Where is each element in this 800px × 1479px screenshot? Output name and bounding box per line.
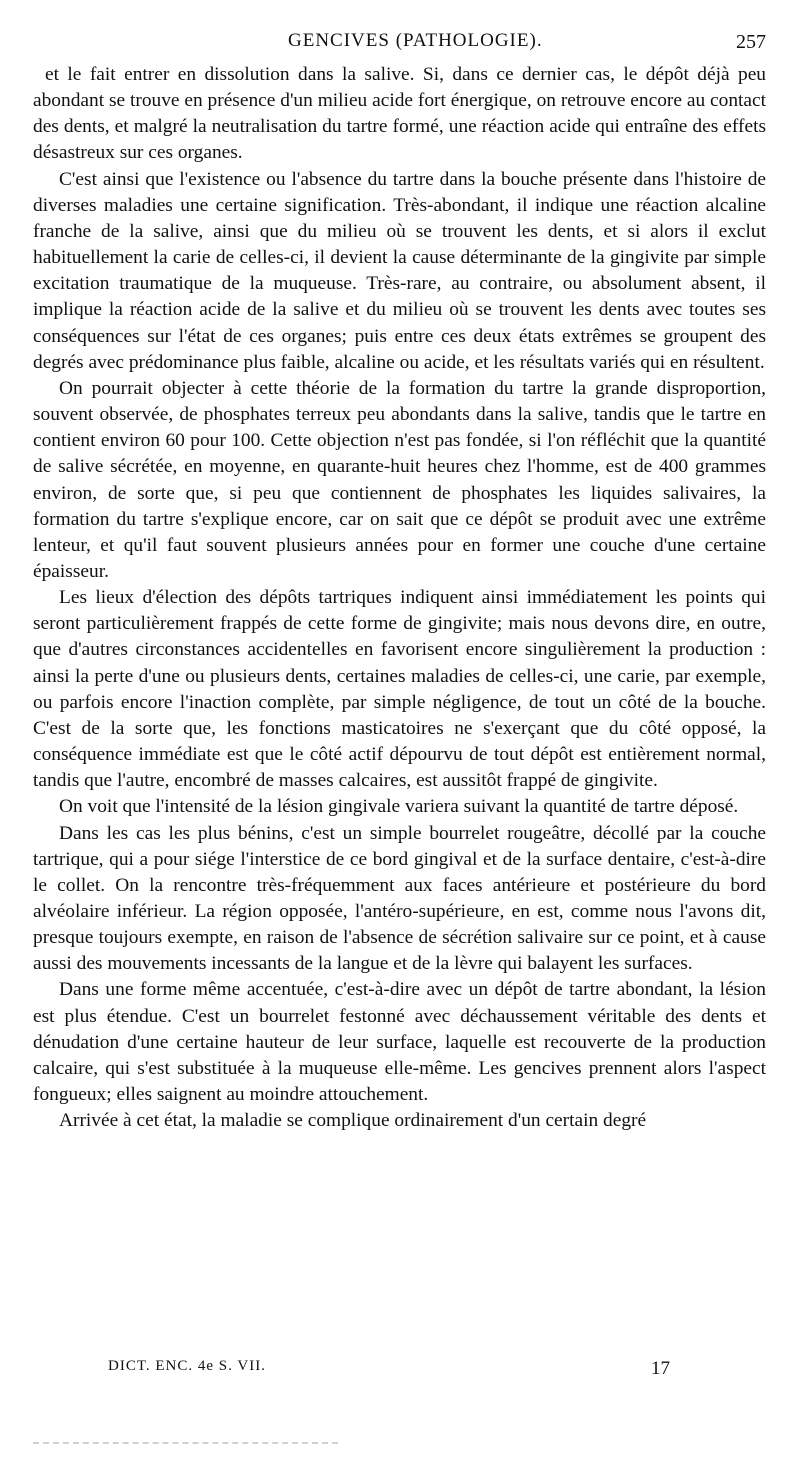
page-number: 257: [736, 31, 766, 53]
paragraph: Dans une forme même accentuée, c'est-à-dire avec un dépôt de tartre abondant, la lésion est plus étendue. C'est un bourrelet festonné avec déchaussement véritable des dents et dénudation d'une certaine hauteur de leur surface, laquelle est recouverte de la production calcaire, qui s'est substituée à la muqueuse elle-même. Les gencives prennent alors l'aspect fongueux; elles saignent au moindre attouchement.: [33, 979, 766, 1106]
paragraph: Les lieux d'élection des dépôts tartriques indiquent ainsi immédiatement les points qui seront particulièrement frappés de cette forme de gingivite; mais nous devons dire, en outre, que d'autres circonstances accidentelles en favorisent encore singulièrement la production : ainsi la perte d'une ou plusieurs dents, certaines maladies de celles-ci, une carie, par exemple, ou parfois encore l'inaction complète, par simple négligence, de tout un côté de la bouche. C'est de la sorte que, les fonctions masticatoires ne s'exerçant que du côté opposé, la conséquence immédiate est que le côté actif dépourvu de tout dépôt est entièrement normal, tandis que l'autre, encombré de masses calcaires, est aussitôt frappé de gingivite.: [33, 587, 766, 792]
printer-signature: DICT. ENC. 4e S. VII.: [108, 1358, 266, 1374]
paragraph: C'est ainsi que l'existence ou l'absence du tartre dans la bouche présente dans l'histoire de diverses maladies une certaine signification. Très-abondant, il indique une réaction alcaline franche de la salive, ainsi que du milieu où se trouvent les dents, et si alors il exclut habituellement la carie de celles-ci, il devient la cause déterminante de la gingivite par simple excitation traumatique de la muqueuse. Très-rare, au contraire, ou absolument absent, il implique la réaction acide de la salive et du milieu où se trouvent les dents avec toutes ses conséquences sur l'état de ces organes; puis entre ces deux états extrêmes se groupent des degrés avec prédominance plus faible, alcaline ou acide, et les résultats variés qui en résultent.: [33, 168, 766, 373]
paragraph: Arrivée à cet état, la maladie se complique ordinairement d'un certain degré: [59, 1110, 647, 1132]
paragraph: On pourrait objecter à cette théorie de la formation du tartre la grande disproportion, souvent observée, de phosphates terreux peu abondants dans la salive, tandis que le tartre en contient environ 60 pour 100. Cette objection n'est pas fondée, si l'on réfléchit que la quantité de salive sécrétée, en moyenne, en quarante-huit heures chez l'homme, est de 400 grammes environ, de sorte que, si peu que contiennent de phosphates les liquides salivaires, la formation du tartre s'explique encore, car on sait que ce dépôt se produit avec une extrême lenteur, et qu'il faut souvent plusieurs années pour en former une couche d'une certaine épaisseur.: [33, 377, 766, 582]
running-head: [0, 30, 800, 56]
paragraph: Dans les cas les plus bénins, c'est un simple bourrelet rougeâtre, décollé par la couche tartrique, qui a pour siége l'interstice de ce bord gingival et de la surface dentaire, c'est-à-dire le collet. On la rencontre très-fréquemment aux faces antérieure et postérieure du bord alvéolaire inférieur. La région opposée, l'antéro-supérieure, en est, comme nous l'avons dit, presque toujours exempte, en raison de l'absence de sécrétion salivaire sur ce point, et à cause aussi des mouvements incessants de la langue et de la lèvre qui balayent les surfaces.: [33, 822, 766, 975]
sheet-number: 17: [651, 1358, 670, 1379]
page-footer: [0, 1358, 800, 1384]
scan-edge-divider: [33, 1442, 338, 1444]
paragraph: et le fait entrer en dissolution dans la salive. Si, dans ce dernier cas, le dépôt déjà peu abondant se trouve en présence d'un milieu acide fort énergique, on retrouve encore au contact des dents, et malgré la neutralisation du tartre formé, une réaction acide qui entraîne des effets désastreux sur ces organes.: [33, 64, 766, 164]
running-title: GENCIVES (PATHOLOGIE).: [288, 30, 543, 51]
body-text: [33, 62, 766, 1134]
paragraph: On voit que l'intensité de la lésion gingivale variera suivant la quantité de tartre déposé.: [59, 796, 739, 818]
